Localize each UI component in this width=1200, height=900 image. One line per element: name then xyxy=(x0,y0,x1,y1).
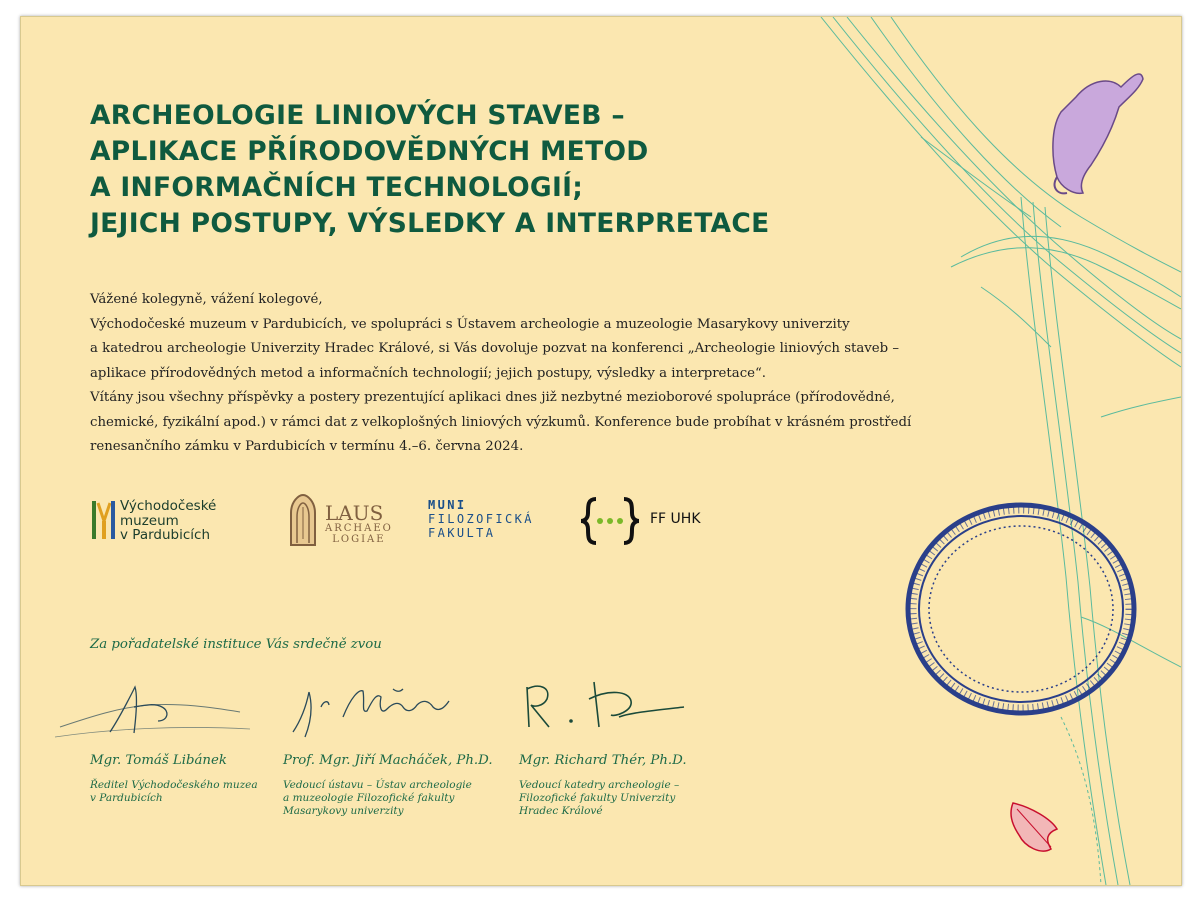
handwritten-signature-ther xyxy=(519,677,729,747)
signatory-role xyxy=(283,779,472,818)
body-line: aplikace přírodovědných metod a informačních technologií; jejich postupy, výsledky a interpretace“. xyxy=(90,365,767,381)
laus-subtitle: ARCHAEO xyxy=(325,523,393,534)
role-line: Ředitel Východočeského muzea xyxy=(90,779,258,791)
bronze-artifact-icon xyxy=(1053,74,1143,193)
invitation-closing: Za pořadatelské instituce Vás srdečně zvou xyxy=(90,637,382,652)
role-line: Hradec Králové xyxy=(519,805,603,817)
signatory-name: Prof. Mgr. Jiří Macháček, Ph.D. xyxy=(283,753,493,768)
ring-artifact-icon xyxy=(908,505,1134,713)
handwritten-signature-machacek xyxy=(273,677,483,747)
body-line: chemické, fyzikální apod.) v rámci dat z velkoplošných liniových výzkumů. Konference bude probíhat v krásném prostředí xyxy=(90,414,912,430)
body-line: a katedrou archeologie Univerzity Hradec Králové, si Vás dovoluje pozvat na konferenci „Archeologie liniových staveb – xyxy=(90,341,900,356)
body-line: renesančního zámku v Pardubicích v termínu 4.–6. června 2024. xyxy=(90,439,524,454)
signatory-name: Mgr. Tomáš Libánek xyxy=(90,753,227,768)
ffuhk-braces-icon xyxy=(578,495,642,547)
laus-logo xyxy=(283,493,413,551)
vcm-name-line: Východočeské xyxy=(120,498,217,514)
signatory-role xyxy=(90,779,258,805)
signatory-role xyxy=(519,779,679,818)
organizer-logos xyxy=(90,493,740,553)
muni-logo xyxy=(428,493,558,551)
muni-name xyxy=(428,498,534,540)
muni-line: FILOZOFICKÁ xyxy=(428,512,534,526)
handwritten-signature-libanek xyxy=(50,677,260,747)
role-line: Vedoucí katedry archeologie – xyxy=(519,779,680,791)
vcm-logo xyxy=(90,493,260,551)
laus-mark-icon xyxy=(283,493,323,547)
body-line: Východočeské muzeum v Pardubicích, ve spolupráci s Ústavem archeologie a muzeologie Masarykovy univerzity xyxy=(90,316,850,332)
signatory-name: Mgr. Richard Thér, Ph.D. xyxy=(519,753,687,768)
title-line: APLIKACE PŘÍRODOVĚDNÝCH METOD xyxy=(90,136,649,167)
role-line: a muzeologie Filozofické fakulty xyxy=(283,792,455,804)
invitation-card xyxy=(20,16,1182,886)
title-line: A INFORMAČNÍCH TECHNOLOGIÍ; xyxy=(90,172,584,203)
title-line: ARCHEOLOGIE LINIOVÝCH STAVEB – xyxy=(90,100,625,131)
vcm-name xyxy=(120,499,216,543)
vcm-name-line: muzeum xyxy=(120,512,179,529)
conference-title xyxy=(90,98,769,242)
laus-subtitle: LOGIAE xyxy=(332,534,386,545)
role-line: Masarykovy univerzity xyxy=(283,805,404,817)
ffuhk-logo xyxy=(578,493,728,551)
laus-title: LAUS xyxy=(325,501,384,525)
vcm-mark-icon xyxy=(90,499,116,543)
body-line: Vážené kolegyně, vážení kolegové, xyxy=(90,292,323,307)
laus-name xyxy=(325,503,393,545)
invitation-text xyxy=(90,288,940,460)
muni-title: MUNI xyxy=(428,498,467,512)
body-line: Vítány jsou všechny příspěvky a postery prezentující aplikaci dnes již nezbytné mezioborové spolupráce (přírodovědné, xyxy=(90,390,895,405)
muni-line: FAKULTA xyxy=(428,526,496,540)
ffuhk-name: FF UHK xyxy=(650,511,701,527)
vcm-name-line: v Pardubicích xyxy=(120,527,210,543)
role-line: v Pardubicích xyxy=(90,792,163,804)
arrowhead-artifact-icon xyxy=(1011,803,1057,851)
title-line: JEJICH POSTUPY, VÝSLEDKY A INTERPRETACE xyxy=(90,208,770,239)
role-line: Filozofické fakulty Univerzity xyxy=(519,792,676,804)
role-line: Vedoucí ústavu – Ústav archeologie xyxy=(283,779,472,791)
